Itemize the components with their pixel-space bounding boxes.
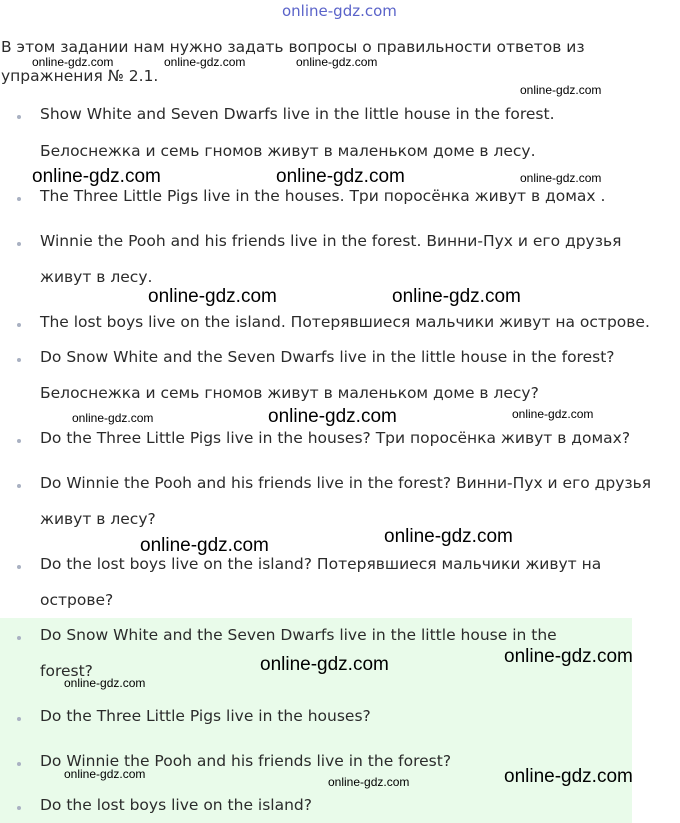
bullet-7 [17,484,21,488]
bullet-12 [17,806,21,810]
list-item: The lost boys live on the island. Потерявшиеся мальчики живут на острове. [40,313,650,331]
watermark: online-gdz.com [260,654,389,675]
watermark: online-gdz.com [296,55,378,69]
bullet-5 [17,358,21,362]
list-item: Do Snow White and the Seven Dwarfs live in the little house in the [40,626,557,644]
bullet-6 [17,439,21,443]
list-item: Winnie the Pooh and his friends live in the forest. Винни-Пух и его друзья [40,232,622,250]
list-item: Do Snow White and the Seven Dwarfs live in the little house in the forest? [40,348,615,366]
list-item: Do the Three Little Pigs live in the houses? [40,707,371,725]
watermark: online-gdz.com [32,55,114,69]
watermark: online-gdz.com [268,406,397,427]
watermark: online-gdz.com [392,286,521,307]
watermark: online-gdz.com [276,166,405,187]
watermark: online-gdz.com [520,171,602,185]
watermark: online-gdz.com [164,55,246,69]
bullet-9 [17,636,21,640]
bullet-2 [17,197,21,201]
list-item: Do Winnie the Pooh and his friends live in the forest? [40,752,452,770]
watermark: online-gdz.com [140,535,269,556]
list-item: The Three Little Pigs live in the houses. Три поросёнка живут в домах . [40,187,606,205]
bullet-8 [17,565,21,569]
watermark: online-gdz.com [504,646,633,667]
list-item: Do the Three Little Pigs live in the houses? Три поросёнка живут в домах? [40,429,631,447]
bullet-3 [17,242,21,246]
watermark: online-gdz.com [504,766,633,787]
site-title: online-gdz.com [282,2,397,20]
watermark: online-gdz.com [384,526,513,547]
watermark: online-gdz.com [72,411,154,425]
watermark: online-gdz.com [328,775,410,789]
bullet-4 [17,323,21,327]
watermark: online-gdz.com [64,676,146,690]
watermark: online-gdz.com [148,286,277,307]
list-item: Do the lost boys live on the island? Потерявшиеся мальчики живут на [40,555,602,573]
list-item-continuation: Белоснежка и семь гномов живут в маленьком доме в лесу. [40,142,536,160]
list-item-continuation: острове? [40,591,114,609]
list-item-continuation: Белоснежка и семь гномов живут в маленьком доме в лесу? [40,384,539,402]
list-item: Do the lost boys live on the island? [40,796,312,814]
watermark: online-gdz.com [64,767,146,781]
bullet-11 [17,762,21,766]
list-item-continuation: forest? [40,662,93,680]
list-item: Show White and Seven Dwarfs live in the little house in the forest. [40,105,555,123]
watermark: online-gdz.com [32,166,161,187]
list-item: Do Winnie the Pooh and his friends live in the forest? Винни-Пух и его друзья [40,474,652,492]
bullet-10 [17,717,21,721]
list-item-continuation: живут в лесу. [40,268,153,286]
watermark: online-gdz.com [520,83,602,97]
watermark: online-gdz.com [512,407,594,421]
intro-text: В этом задании нам нужно задать вопросы о правильности ответов из упражнения № 2.1. [1,38,585,85]
bullet-1 [17,115,21,119]
list-item-continuation: живут в лесу? [40,510,156,528]
